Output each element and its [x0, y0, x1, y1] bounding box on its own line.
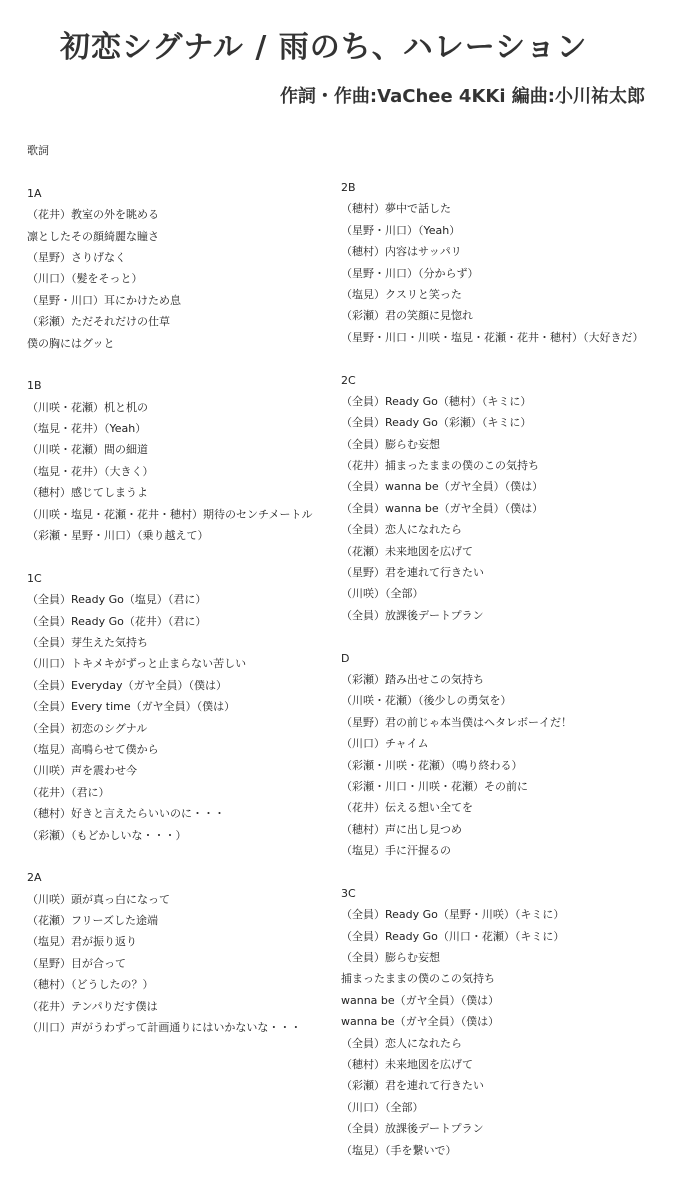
lyric-line: （川咲）声を震わせ今	[27, 764, 137, 778]
lyric-line: （星野・川口）耳にかけため息	[27, 293, 181, 307]
lyrics-section-1b	[27, 375, 332, 546]
left-sections	[27, 183, 332, 1039]
lyric-line: （川咲・花瀬）机と机の	[27, 400, 148, 414]
lyric-line: （穂村）内容はサッパリ	[341, 245, 462, 259]
lyrics-section-2b	[341, 177, 661, 348]
lyric-line: （全員）wanna be（ガヤ全員）（僕は）	[341, 501, 544, 515]
lyrics-column-right	[341, 177, 661, 1182]
lyrics-section-1a	[27, 183, 332, 354]
lyric-line: （花井）（君に）	[27, 785, 110, 799]
lyric-line: （全員）Ready Go（川口・花瀬）（キミに）	[341, 929, 565, 943]
lyric-line: （全員）Ready Go（花井）（君に）	[27, 614, 207, 628]
lyric-line: （彩瀬）ただそれだけの仕草	[27, 315, 170, 329]
lyric-line: （塩見）クスリと笑った	[341, 287, 462, 301]
lyric-line: 僕の胸にはグッと	[27, 336, 115, 350]
lyric-line: （花瀬）未来地図を広げて	[341, 544, 473, 558]
section-label: 2A	[27, 871, 42, 885]
lyric-line: （全員）恋人になれたら	[341, 1036, 462, 1050]
lyric-line: （穂村）感じてしまうよ	[27, 486, 148, 500]
lyric-line: （星野・川口・川咲・塩見・花瀬・花井・穂村）（大好きだ）	[341, 330, 644, 344]
lyrics-heading: 歌詞	[27, 144, 49, 157]
lyric-line: （川口）（髪をそっと）	[27, 272, 143, 286]
section-label: 3C	[341, 886, 356, 900]
lyric-line: （花井）捕まったままの僕のこの気持ち	[341, 459, 539, 473]
lyric-line: （全員）放課後デートプラン	[341, 608, 484, 622]
lyric-line: （星野）君を連れて行きたい	[341, 566, 484, 580]
lyric-line: （全員）Ready Go（星野・川咲）（キミに）	[341, 908, 565, 922]
lyric-line: （彩瀬）君の笑顔に見惚れ	[341, 309, 473, 323]
lyric-line: （彩瀬・星野・川口）（乗り越えて）	[27, 529, 209, 543]
lyric-line: （全員）芽生えた気持ち	[27, 635, 148, 649]
lyric-line: （川口）トキメキがずっと止まらない苦しい	[27, 657, 247, 671]
lyric-line: （全員）初恋のシグナル	[27, 721, 148, 735]
lyric-line: （星野）君の前じゃ本当僕はヘタレボーイだ！	[341, 715, 572, 729]
lyric-line: wanna be（ガヤ全員）（僕は）	[341, 1015, 500, 1029]
lyric-line: （川咲・花瀬）（後少しの勇気を）	[341, 694, 512, 708]
lyric-line: （塩見）手に汗握るの	[341, 844, 451, 858]
lyric-line: （川咲）頭が真っ白になって	[27, 892, 170, 906]
lyric-line: （全員）Ready Go（穂村）（キミに）	[341, 394, 532, 408]
lyric-line: （塩見・花井）（Yeah）	[27, 422, 147, 436]
lyric-line: wanna be（ガヤ全員）（僕は）	[341, 993, 500, 1007]
lyrics-section-2a	[27, 867, 332, 1038]
lyric-line: （全員）膨らむ妄想	[341, 437, 440, 451]
lyric-line: （全員）膨らむ妄想	[341, 951, 440, 965]
lyric-line: （穂村）（どうしたの？）	[27, 978, 154, 992]
lyric-line: （塩見・花井）（大きく）	[27, 464, 154, 478]
section-label: 1A	[27, 186, 42, 200]
lyric-line: （彩瀬）踏み出せこの気持ち	[341, 672, 484, 686]
lyric-line: （星野）さりげなく	[27, 250, 126, 264]
lyrics-section-d	[341, 648, 661, 862]
lyric-line: （花瀬）フリーズした途端	[27, 914, 159, 928]
lyric-line: （川口）チャイム	[341, 737, 429, 751]
lyric-line: （花井）伝える想い全てを	[341, 801, 473, 815]
lyric-line: （川咲・塩見・花瀬・花井・穂村）期待のセンチメートル	[27, 507, 313, 521]
lyric-line: （全員）放課後デートプラン	[341, 1122, 484, 1136]
section-label: D	[341, 651, 350, 665]
lyric-line: （彩瀬）（もどかしいな・・・）	[27, 828, 187, 842]
lyric-line: （全員）Every time（ガヤ全員）（僕は）	[27, 700, 236, 714]
lyric-line: （穂村）声に出し見つめ	[341, 822, 462, 836]
lyric-line: （全員）wanna be（ガヤ全員）（僕は）	[341, 480, 544, 494]
lyric-line: （川口）声がうわずって計画通りにはいかないな・・・	[27, 1021, 302, 1035]
lyric-line: （穂村）未来地図を広げて	[341, 1058, 473, 1072]
lyric-line: （彩瀬・川咲・花瀬）（鳴り終わる）	[341, 758, 523, 772]
lyrics-section-1c	[27, 568, 332, 846]
section-label: 2C	[341, 373, 356, 387]
song-credits: 作詞・作曲:VaChee 4KKi 編曲:小川祐太郎	[279, 86, 645, 107]
lyric-line: （穂村）好きと言えたらいいのに・・・	[27, 807, 225, 821]
lyric-line: （花井）テンパりだす僕は	[27, 999, 158, 1013]
section-label: 1C	[27, 571, 42, 585]
lyric-line: （全員）恋人になれたら	[341, 523, 462, 537]
lyric-line: （川咲・花瀬）間の細道	[27, 443, 148, 457]
lyric-line: （彩瀬）君を連れて行きたい	[341, 1079, 484, 1093]
lyric-line: 凛としたその顔綺麗な瞳さ	[27, 229, 159, 243]
section-label: 2B	[341, 181, 356, 194]
lyrics-section-3c	[341, 883, 661, 1161]
lyric-line: （川咲）（全部）	[341, 587, 424, 601]
lyric-line: （彩瀬・川口・川咲・花瀬）その前に	[341, 779, 528, 793]
song-title: 初恋シグナル / 雨のち、ハレーション	[60, 30, 588, 65]
lyric-line: （星野・川口）（分からず）	[341, 266, 479, 280]
lyric-line: （全員）Ready Go（塩見）（君に）	[27, 593, 207, 607]
lyric-line: （塩見）君が振り返り	[27, 935, 137, 949]
right-sections	[341, 177, 661, 1161]
lyric-line: （星野・川口）（Yeah）	[341, 223, 461, 237]
section-label: 1B	[27, 379, 42, 393]
lyric-line: （塩見）高鳴らせて僕から	[27, 742, 159, 756]
lyric-line: （花井）教室の外を眺める	[27, 208, 159, 222]
lyric-line: （全員）Ready Go（彩瀬）（キミに）	[341, 416, 532, 430]
lyrics-section-2c	[341, 370, 661, 627]
lyric-line: （星野）目が合って	[27, 956, 126, 970]
lyric-line: （穂村）夢中で話した	[341, 202, 451, 216]
spacer	[27, 161, 332, 182]
lyrics-column-left	[27, 140, 332, 1060]
lyric-line: （塩見）（手を繋いで）	[341, 1143, 457, 1157]
lyric-line: （川口）（全部）	[341, 1100, 424, 1114]
lyric-line: （全員）Everyday（ガヤ全員）（僕は）	[27, 678, 227, 692]
lyric-line: 捕まったままの僕のこの気持ち	[341, 972, 495, 986]
